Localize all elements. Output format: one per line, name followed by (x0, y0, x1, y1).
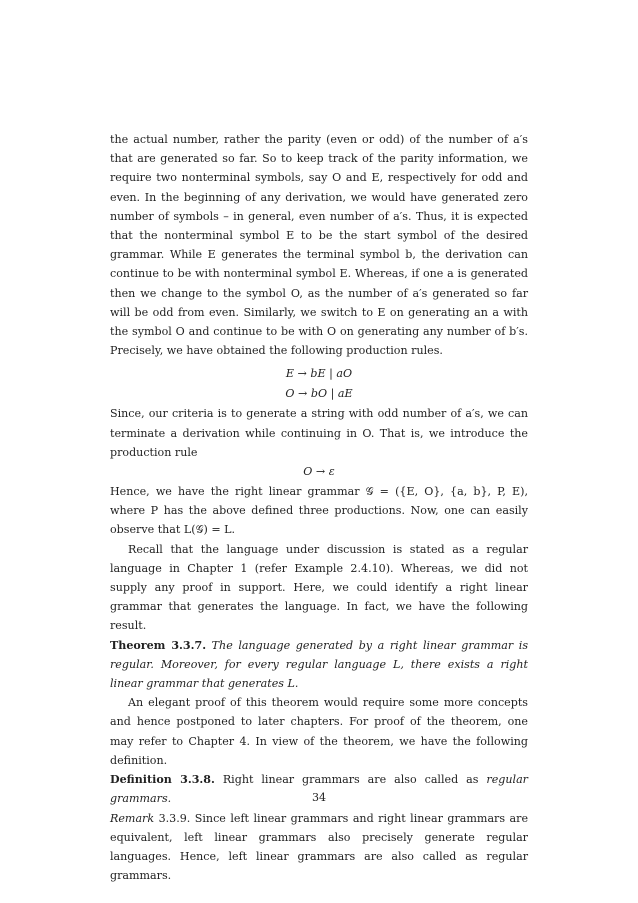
paragraph-recall: Recall that the language under discussion is stated as a regular language in Chapter 1 (refer Example 2.4.10). Whereas, we did not supply any proof in support. Here, we could identify a right linear grammar that generates the language. In fact, we have the following result. (110, 542, 528, 633)
remark-label: Remark (110, 811, 155, 825)
page-body (110, 130, 528, 885)
paragraph-proof: An elegant proof of this theorem would require some more concepts and hence postponed to later chapters. For proof of the theorem, one may refer to Chapter 4. In view of the theorem, we have the following definition. (110, 696, 528, 767)
remark-block (110, 809, 528, 886)
theorem-text: The language generated by a right linear grammar is regular. Moreover, for every regular language L, there exists a right linear grammar that generates L. (110, 638, 529, 691)
production-epsilon: O → ε (303, 465, 335, 479)
production-e: E → bE | aO (285, 367, 353, 381)
paragraph-parity: the actual number, rather the parity (even or odd) of the number of a′s that are generated so far. So to keep track of the parity information, we require two nonterminal symbols, say O and E, respectively for odd and even. In the beginning of any derivation, we would have generated zero number of symbols – in general, even number of a′s. Thus, it is expected that the nonterminal symbol E to be the start symbol of the desired grammar. While E generates the terminal symbol b, the derivation can continue to be with nonterminal symbol E. Whereas, if one a is generated then we change to the symbol O, as the number of a′s generated so far will be odd from even. Similarly, we switch to E on generating an a with the symbol O and continue to be with O on generating any number of b′s. Precisely, we have obtained the following production rules. (110, 133, 528, 358)
paragraph-criteria: Since, our criteria is to generate a string with odd number of a′s, we can terminate a derivation while continuing in O. That is, we introduce the production rule (110, 407, 528, 459)
theorem-block (110, 636, 528, 694)
page-number: 34 (311, 791, 327, 804)
definition-text: Right linear grammars are also called as (222, 773, 479, 787)
definition-term: regular grammars. (110, 773, 528, 806)
production-o: O → bO | aE (285, 387, 353, 401)
remark-text: 3.3.9. Since left linear grammars and right linear grammars are equivalent, left linear grammars also precisely generate regular languages. Hence, left linear grammars are also called as regular grammars. (110, 811, 529, 883)
paragraph-grammar: Hence, we have the right linear grammar 𝒢 = ({E, O}, {a, b}, P, E), where P has the above defined three productions. Now, one can easily observe that L(𝒢) = L. (110, 485, 528, 537)
definition-label: Definition 3.3.8. (110, 773, 215, 787)
theorem-label: Theorem 3.3.7. (110, 638, 207, 652)
